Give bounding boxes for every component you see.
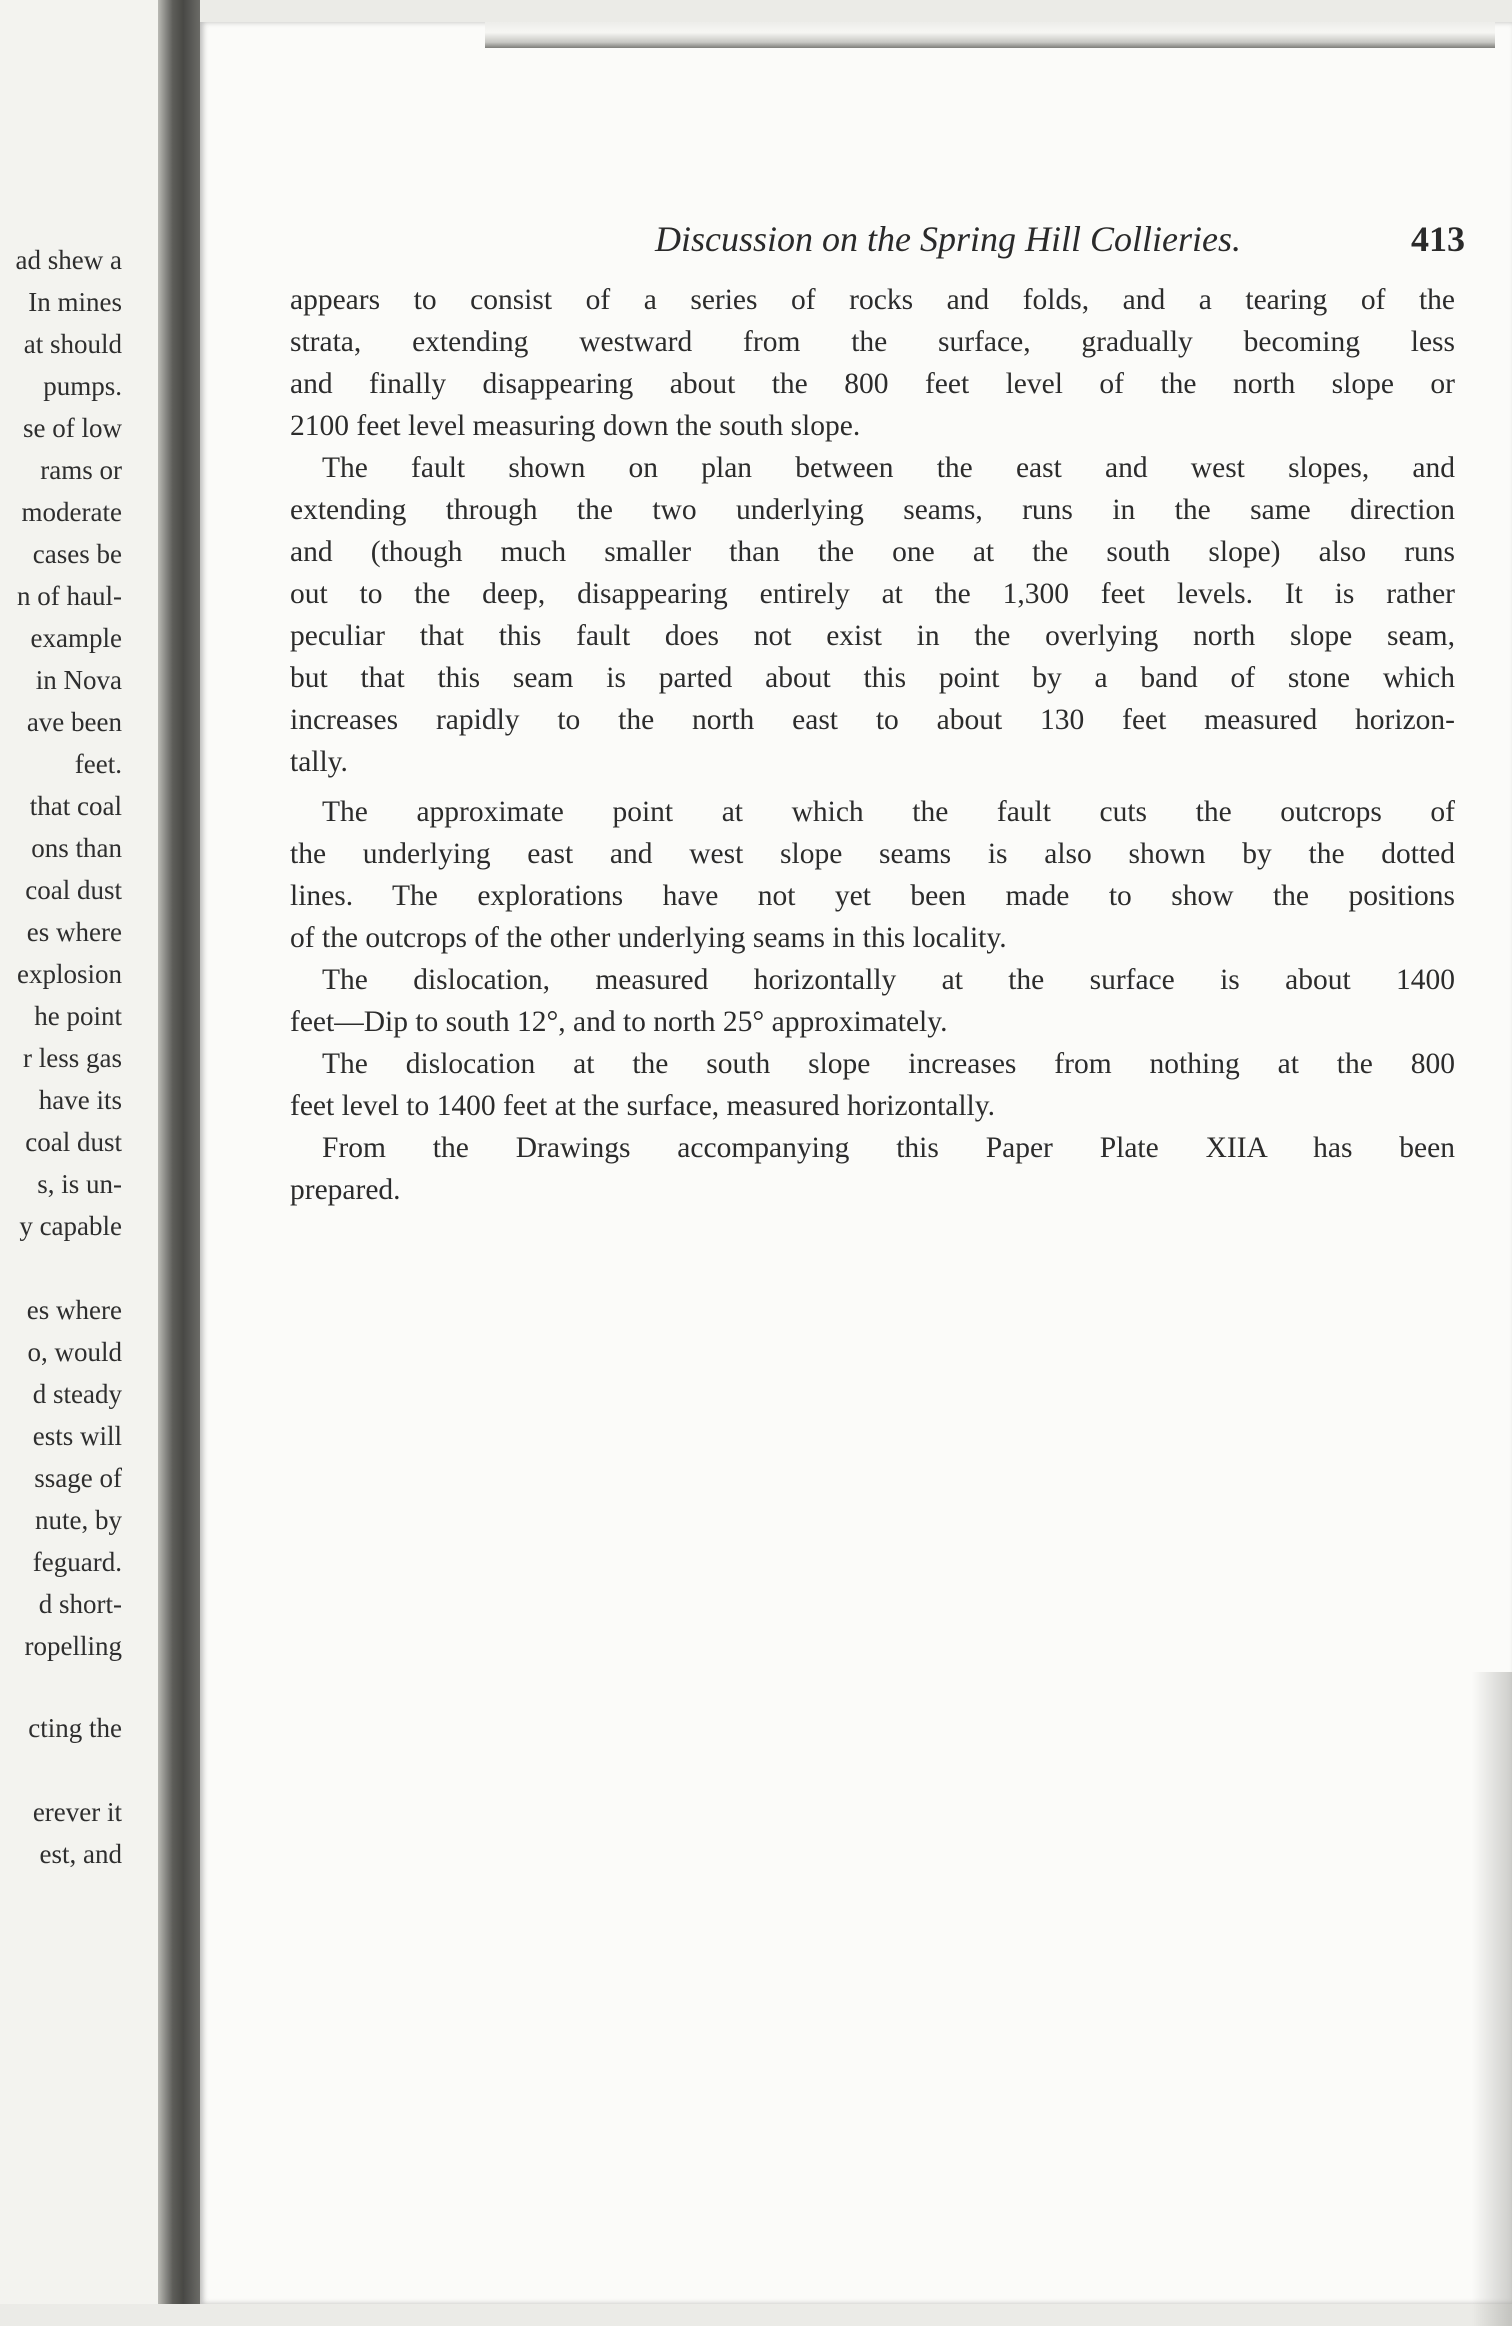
facing-page-line: es where xyxy=(26,1295,122,1325)
facing-page-line: r less gas xyxy=(23,1043,122,1073)
text-line: The dislocation at the south slope increases from nothing at the 800 xyxy=(322,1048,1455,1080)
facing-page-line: moderate xyxy=(21,497,122,527)
text-line: appears to consist of a series of rocks and folds, and a tearing of the xyxy=(290,284,1455,316)
text-line: feet level to 1400 feet at the surface, measured horizontally. xyxy=(290,1090,995,1122)
facing-page-line: ave been xyxy=(26,707,122,737)
facing-page-line: nute, by xyxy=(35,1505,122,1535)
text-line: but that this seam is parted about this point by a band of stone which xyxy=(290,662,1455,694)
text-line: lines. The explorations have not yet been made to show the positions xyxy=(290,880,1455,912)
text-line: strata, extending westward from the surface, gradually becoming less xyxy=(290,326,1455,358)
facing-page-line: example xyxy=(30,623,122,653)
text-line: increases rapidly to the north east to about 130 feet measured horizon- xyxy=(290,704,1455,736)
facing-page-line: se of low xyxy=(23,413,122,443)
facing-page-line: he point xyxy=(34,1001,122,1031)
facing-page-line: feguard. xyxy=(32,1547,122,1577)
facing-page-line: erever it xyxy=(32,1797,122,1827)
facing-page-line: d steady xyxy=(32,1379,122,1409)
facing-page-line: ons than xyxy=(31,833,122,863)
text-line: prepared. xyxy=(290,1174,401,1206)
running-head xyxy=(655,218,1465,268)
facing-page-line: y capable xyxy=(19,1211,122,1241)
book-gutter xyxy=(158,0,200,2304)
text-line: and finally disappearing about the 800 feet level of the north slope or xyxy=(290,368,1455,400)
facing-page-line: cases be xyxy=(32,539,122,569)
facing-page-line: s, is un- xyxy=(37,1169,122,1199)
text-line: 2100 feet level measuring down the south slope. xyxy=(290,410,861,442)
text-line: tally. xyxy=(290,746,348,778)
running-title: Discussion on the Spring Hill Collieries. xyxy=(655,219,1242,259)
facing-page-line: coal dust xyxy=(25,875,122,905)
facing-page-line: have its xyxy=(38,1085,122,1115)
text-line: The dislocation, measured horizontally at the surface is about 1400 xyxy=(322,964,1455,996)
text-line: extending through the two underlying seams, runs in the same direction xyxy=(290,494,1455,526)
text-line: the underlying east and west slope seams is also shown by the dotted xyxy=(290,838,1455,870)
text-line: feet—Dip to south 12°, and to north 25° approximately. xyxy=(290,1006,948,1038)
text-line: The approximate point at which the fault cuts the outcrops of xyxy=(322,796,1455,828)
facing-page-line: n of haul- xyxy=(17,581,122,611)
facing-page-line: pumps. xyxy=(43,371,122,401)
page-top-edge xyxy=(485,22,1495,48)
facing-page-line: ssage of xyxy=(34,1463,122,1493)
facing-page-line: ropelling xyxy=(24,1631,122,1661)
facing-page-line: o, would xyxy=(27,1337,122,1367)
facing-page-line: coal dust xyxy=(25,1127,122,1157)
facing-page-line: at should xyxy=(23,329,122,359)
facing-page-line: d short- xyxy=(38,1589,122,1619)
facing-page-line: feet. xyxy=(74,749,122,779)
facing-page-line: ad shew a xyxy=(15,245,122,275)
facing-page-line: est, and xyxy=(39,1839,122,1869)
facing-page-line: explosion xyxy=(17,959,122,989)
text-line: peculiar that this fault does not exist in the overlying north slope seam, xyxy=(290,620,1455,652)
text-line: out to the deep, disappearing entirely at the 1,300 feet levels. It is rather xyxy=(290,578,1455,610)
text-line: of the outcrops of the other underlying seams in this locality. xyxy=(290,922,1007,954)
text-line: From the Drawings accompanying this Paper Plate XIIA has been xyxy=(322,1132,1455,1164)
facing-page-line: ests will xyxy=(32,1421,122,1451)
text-line: The fault shown on plan between the east and west slopes, and xyxy=(322,452,1455,484)
facing-page-line: es where xyxy=(26,917,122,947)
page-number: 413 xyxy=(1411,219,1465,259)
facing-page-line: rams or xyxy=(40,455,122,485)
facing-page xyxy=(0,0,160,2304)
facing-page-line: cting the xyxy=(28,1713,122,1743)
text-line: and (though much smaller than the one at the south slope) also runs xyxy=(290,536,1455,568)
page xyxy=(200,22,1512,2304)
page-right-shadow xyxy=(1472,1672,1512,2326)
facing-page-line: In mines xyxy=(28,287,122,317)
facing-page-line: that coal xyxy=(29,791,122,821)
facing-page-line: in Nova xyxy=(35,665,122,695)
